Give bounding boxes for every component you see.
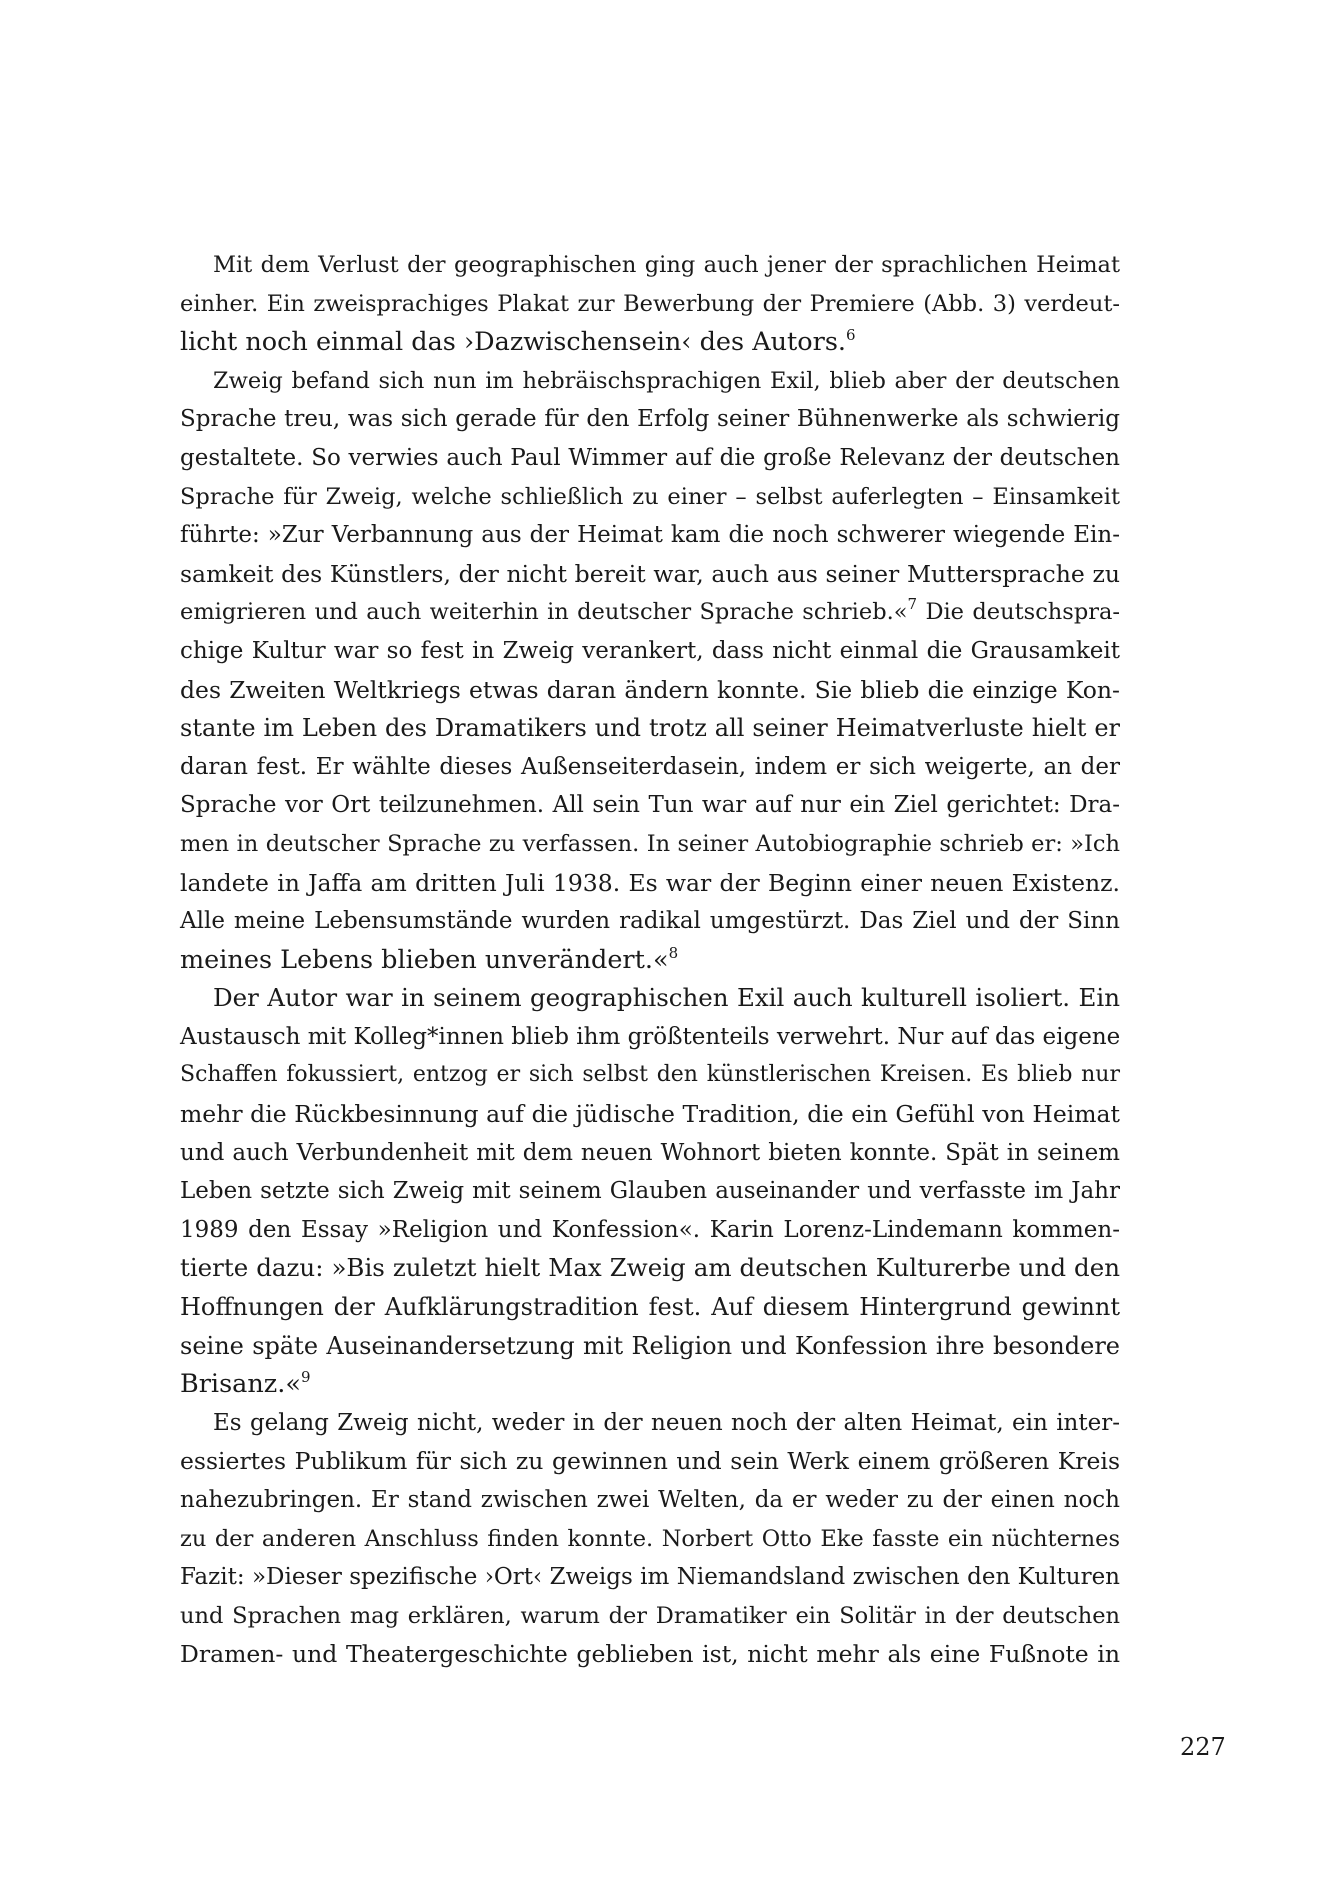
text-line: Sprache für Zweig, welche schließlich zu einer – selbst auferlegten – Einsamkeit xyxy=(180,483,1120,510)
text-segment: Die deutschspra- xyxy=(917,599,1121,626)
text-segment: Brisanz.« xyxy=(180,1369,301,1400)
text-line: seine späte Auseinandersetzung mit Religion und Konfession ihre besondere xyxy=(180,1331,1120,1360)
text-line: stante im Leben des Dramatikers und trotz all seiner Heimatverluste hielt er xyxy=(180,714,1120,743)
text-line: Schaffen fokussiert, entzog er sich selbst den künstlerischen Kreisen. Es blieb nur xyxy=(180,1062,1120,1088)
footnote-ref-7: 7 xyxy=(907,595,918,614)
text-line: Zweig befand sich nun im hebräischsprachigen Exil, blieb aber der deutschen xyxy=(213,367,1120,394)
text-line xyxy=(180,593,1120,632)
text-line: gestaltete. So verwies auch Paul Wimmer auf die große Relevanz der deutschen xyxy=(180,444,1120,471)
body-text xyxy=(180,246,1120,1674)
paragraph-2 xyxy=(180,362,1120,980)
text-line: Alle meine Lebensumstände wurden radikal umgestürzt. Das Ziel und der Sinn xyxy=(180,908,1120,935)
text-line: und auch Verbundenheit mit dem neuen Wohnort bieten konnte. Spät in seinem xyxy=(180,1139,1120,1166)
footnote-ref-8: 8 xyxy=(668,943,679,962)
text-line: 1989 den Essay »Religion und Konfession«. Karin Lorenz-Lindemann kommen- xyxy=(180,1216,1120,1243)
text-line: Sprache treu, was sich gerade für den Erfolg seiner Bühnenwerke als schwierig xyxy=(180,406,1120,433)
text-line xyxy=(180,941,1120,980)
text-line: Leben setzte sich Zweig mit seinem Glauben auseinander und verfasste im Jahr xyxy=(180,1178,1120,1205)
text-line: Sprache vor Ort teilzunehmen. All sein Tun war auf nur ein Ziel gerichtet: Dra- xyxy=(180,792,1120,819)
text-line: nahezubringen. Er stand zwischen zwei Welten, da er weder zu der einen noch xyxy=(180,1487,1120,1513)
text-line: einher. Ein zweisprachiges Plakat zur Bewerbung der Premiere (Abb. 3) verdeut- xyxy=(180,290,1120,317)
text-line: des Zweiten Weltkriegs etwas daran ändern konnte. Sie blieb die einzige Kon- xyxy=(180,675,1120,704)
paragraph-1 xyxy=(180,246,1120,362)
paragraph-3 xyxy=(180,979,1120,1404)
text-segment: meines Lebens blieben unverändert.« xyxy=(180,944,669,975)
text-line: Austausch mit Kolleg*innen blieb ihm größtenteils verwehrt. Nur auf das eigene xyxy=(180,1023,1121,1050)
paragraph-4 xyxy=(180,1404,1120,1674)
text-line: tierte dazu: »Bis zuletzt hielt Max Zweig am deutschen Kulturerbe und den xyxy=(180,1253,1120,1283)
text-line: chige Kultur war so fest in Zweig verankert, dass nicht einmal die Grausamkeit xyxy=(180,637,1120,664)
text-line xyxy=(180,1365,1120,1404)
text-line: und Sprachen mag erklären, warum der Dramatiker ein Solitär in der deutschen xyxy=(180,1602,1120,1629)
footnote-ref-9: 9 xyxy=(300,1368,311,1387)
text-segment: licht noch einmal das ›Dazwischensein‹ des Autors. xyxy=(180,327,847,358)
text-line: zu der anderen Anschluss finden konnte. Norbert Otto Eke fasste ein nüchternes xyxy=(180,1525,1120,1552)
text-line: mehr die Rückbesinnung auf die jüdische Tradition, die ein Gefühl von Heimat xyxy=(180,1100,1120,1129)
text-line: Mit dem Verlust der geographischen ging auch jener der sprachlichen Heimat xyxy=(213,252,1120,278)
text-line: Dramen- und Theatergeschichte geblieben ist, nicht mehr als eine Fußnote in xyxy=(180,1640,1120,1669)
page-number: 227 xyxy=(1180,1733,1226,1761)
text-line: daran fest. Er wählte dieses Außenseiterdasein, indem er sich weigerte, an der xyxy=(180,753,1120,780)
text-line: führte: »Zur Verbannung aus der Heimat kam die noch schwerer wiegende Ein- xyxy=(180,522,1120,549)
text-segment: emigrieren und auch weiterhin in deutscher Sprache schrieb.« xyxy=(180,599,908,626)
text-line xyxy=(180,323,1120,362)
text-line: landete in Jaffa am dritten Juli 1938. Es war der Beginn einer neuen Existenz. xyxy=(180,868,1120,897)
text-line: Fazit: »Dieser spezifische ›Ort‹ Zweigs im Niemandsland zwischen den Kulturen xyxy=(180,1564,1120,1591)
text-line: Es gelang Zweig nicht, weder in der neuen noch der alten Heimat, ein inter- xyxy=(213,1409,1120,1436)
text-line: samkeit des Künstlers, der nicht bereit war, auch aus seiner Muttersprache zu xyxy=(180,559,1120,588)
text-line: essiertes Publikum für sich zu gewinnen und sein Werk einem größeren Kreis xyxy=(180,1447,1120,1476)
text-line: Der Autor war in seinem geographischen Exil auch kulturell isoliert. Ein xyxy=(213,983,1120,1013)
footnote-ref-6: 6 xyxy=(846,326,856,345)
text-line: men in deutscher Sprache zu verfassen. In seiner Autobiographie schrieb er: »Ich xyxy=(180,830,1120,857)
text-line: Hoffnungen der Aufklärungstradition fest. Auf diesem Hintergrund gewinnt xyxy=(180,1293,1120,1322)
